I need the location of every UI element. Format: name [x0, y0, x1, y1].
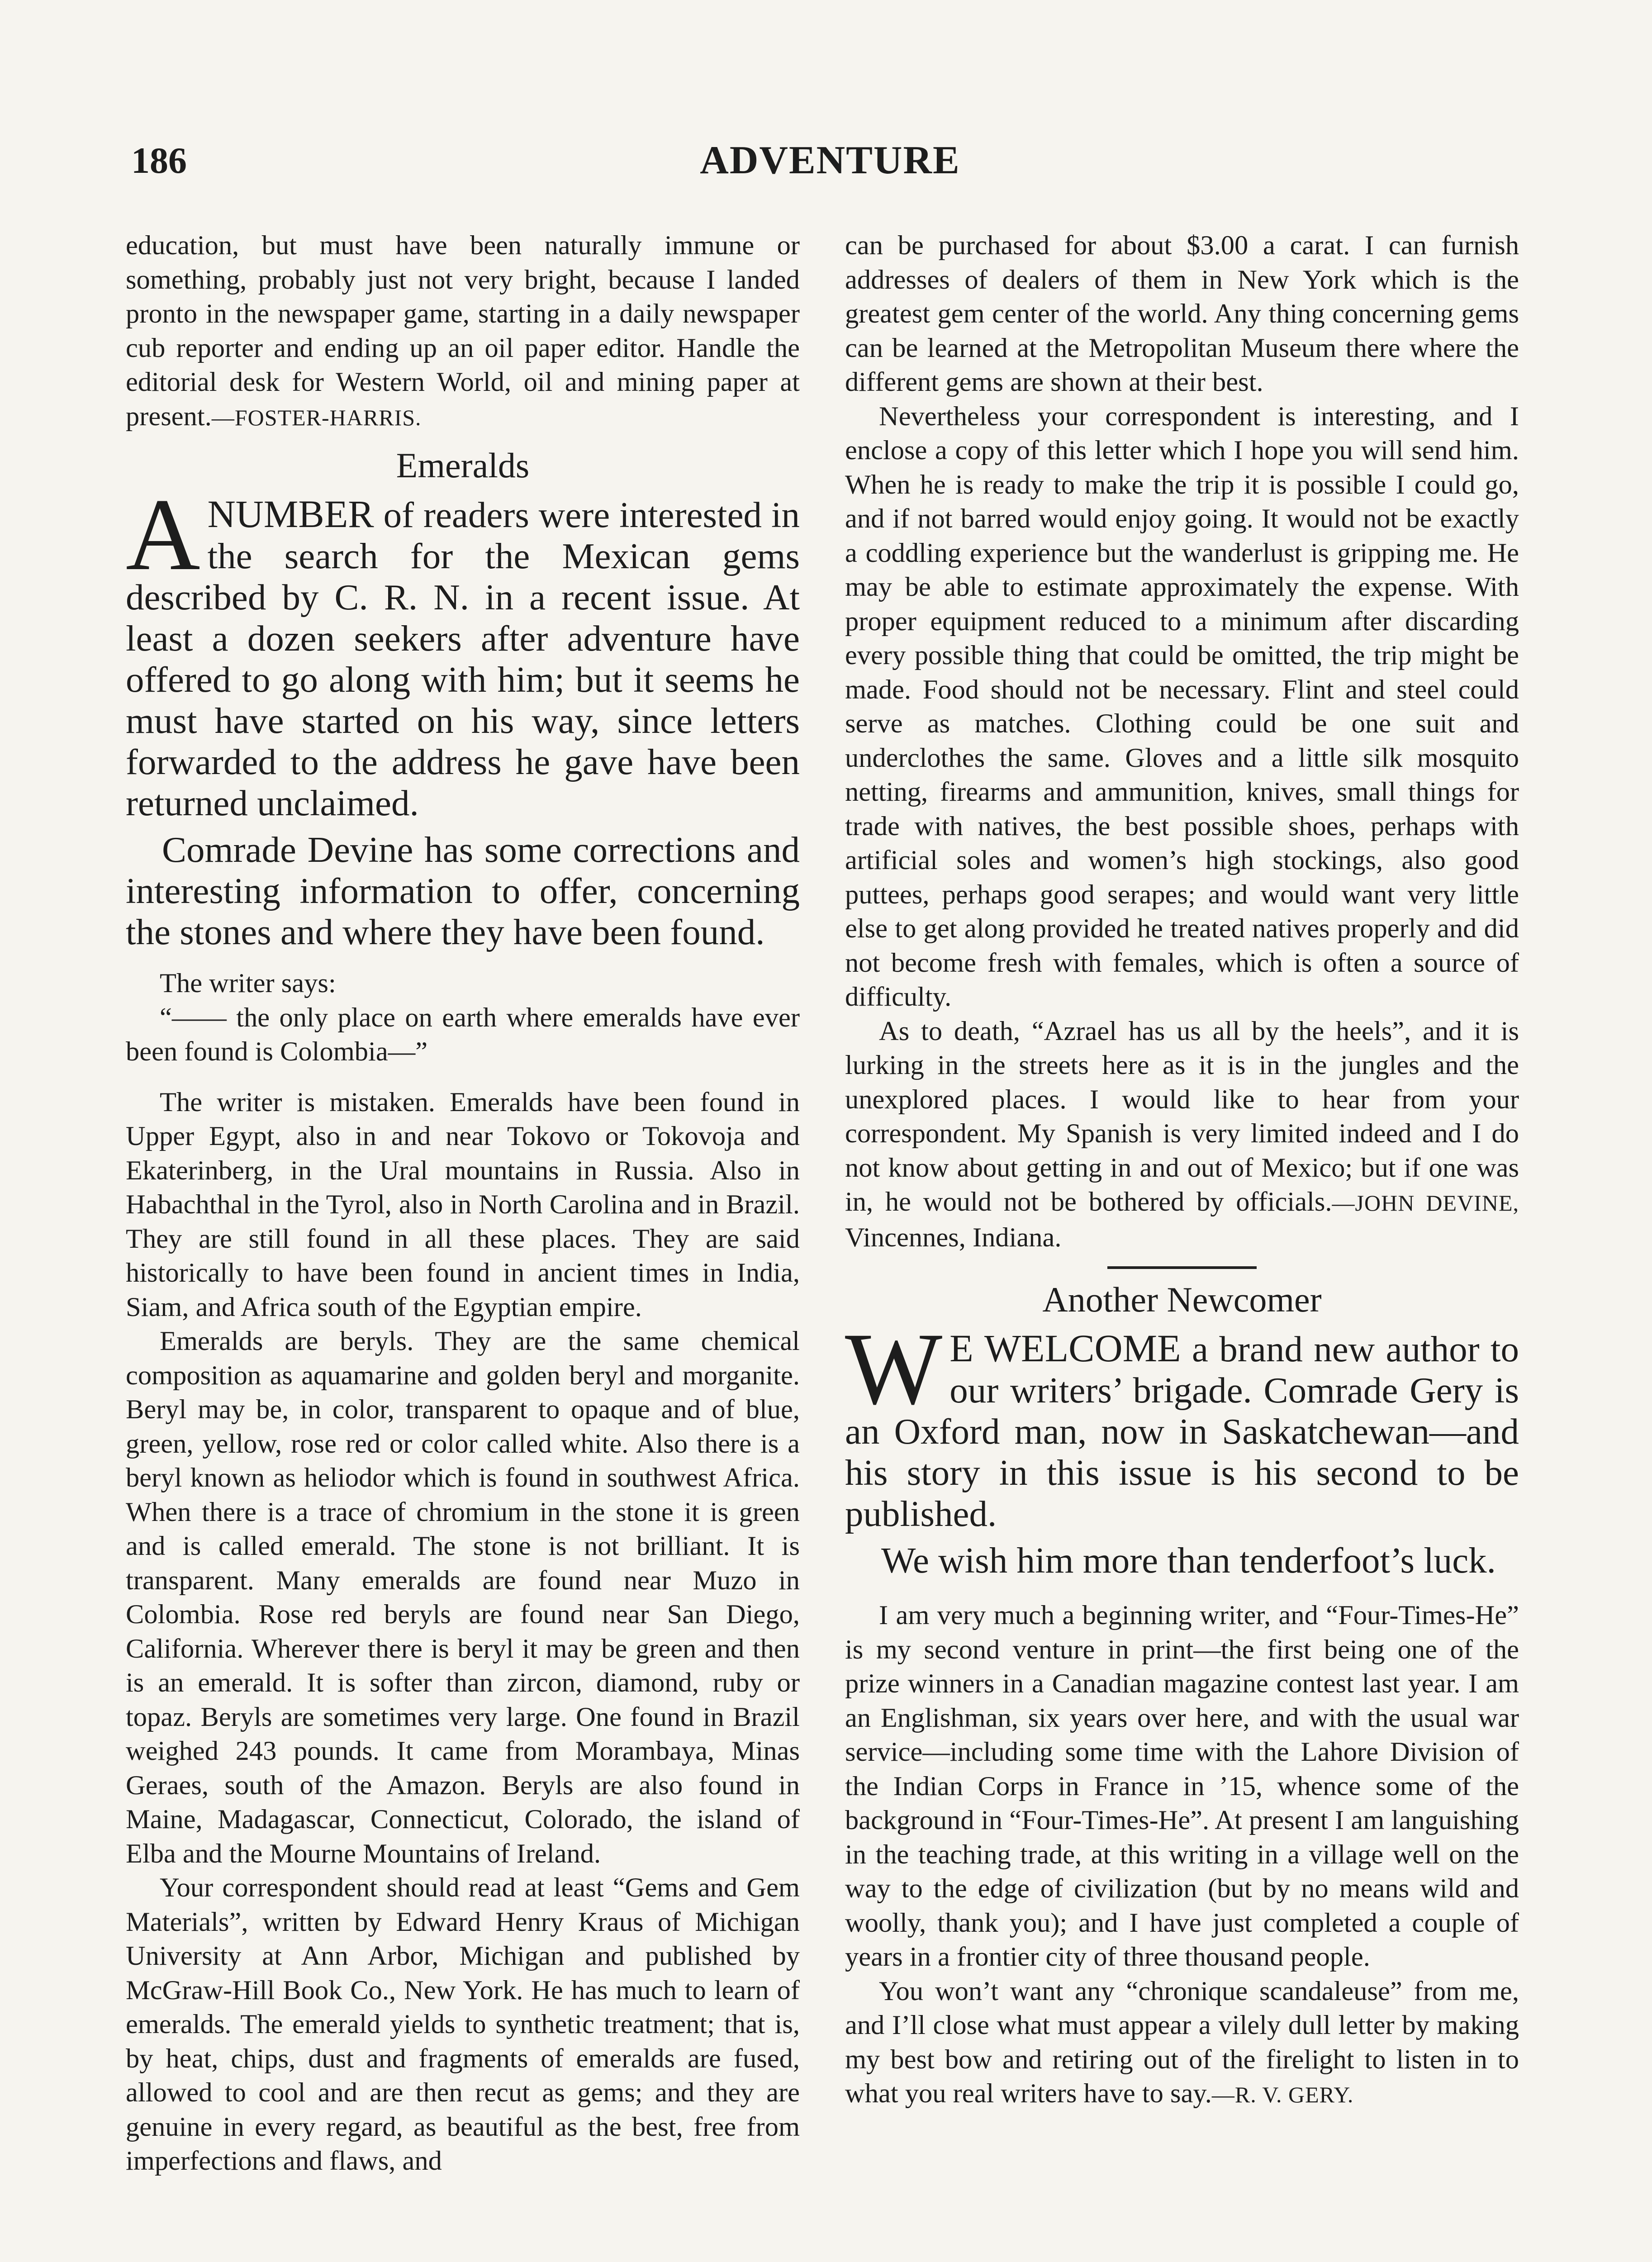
emeralds-heading: Emeralds — [396, 446, 530, 485]
emeralds-dropcap: A — [126, 478, 200, 592]
intro-text: education, but must have been naturally immune or something, probably just not very bright, because I landed pronto in the newspaper game, starting in a daily newspaper cub reporter and ending up an oil paper editor. Handle the editorial desk for Western World, oil and mining paper at present. — [126, 230, 800, 432]
intro-signature: —FOSTER-HARRIS. — [211, 404, 422, 430]
newcomer-second-paragraph: We wish him more than tenderfoot’s luck. — [881, 1540, 1496, 1581]
devine-paragraph: Nevertheless your correspondent is interesting, and I enclose a copy of this letter which I hope you will send him. When he is ready to make the trip it is possible I could go, and if not barred would enjoy going. It would not be exactly a coddling experience but the wanderlust is gripping me. He may be able to estimate approximately the expense. With proper equipment reduced to a minimum after discarding every possible thing that could be omitted, the trip might be made. Food should not be necessary. Flint and steel could serve as matches. Clothing could be one suit and underclothes the same. Gloves and a little silk mosquito netting, firearms and ammunition, knives, small things for trade with natives, the best possible shoes, perhaps with artificial soles and women’s high stockings, also good puttees, perhaps good serapes; and would want very little else to get along provided he treated natives properly and did not become fresh with females, which is often a source of difficulty. — [845, 401, 1519, 1012]
section-divider — [1107, 1266, 1257, 1269]
emeralds-lead-caps: NUMBER — [207, 492, 374, 536]
death-text: As to death, “Azrael has us all by the heels”, and it is lurking in the streets here as it is in the jungles and the unexplored places. I would like to hear from your correspondent. My Spanish is very limited indeed and I do not know about getting in and out of Mexico; but if one was in, he would not be bothered by officials. — [845, 1016, 1519, 1217]
devine-location: Vincennes, Indiana. — [845, 1222, 1062, 1253]
emeralds-lead-paragraph — [126, 478, 800, 824]
writer-says: The writer says: — [160, 968, 336, 998]
page-header — [131, 131, 1529, 199]
continuation-paragraph: can be purchased for about $3.00 a carat. I can furnish addresses of dealers of them in New York which is the greatest gem center of the world. Any thing concerning gems can be learned at the Metropolitan Museum there where the different gems are shown at their best. — [845, 230, 1519, 397]
emeralds-paragraph: The writer is mistaken. Emeralds have been found in Upper Egypt, also in and near Tokovo or Tokovoja and Ekaterinberg, in the Ural mountains in Russia. Also in Habachthal in the Tyrol, also in North Carolina and in Brazil. They are still found in all these places. They are said historically to have been found in ancient times in India, Siam, and Africa south of the Egyptian empire. — [126, 1087, 800, 1322]
right-column — [845, 228, 1519, 2112]
emeralds-lead-text: of readers were interested in the search for the Mexican gems described by C. R. N. in a recent issue. At least a dozen seekers after adventure have offered to go along with him; but it seems he must have started on his way, since letters forwarded to the address he gave have been returned unclaimed. — [126, 494, 800, 823]
gery-closing-text: You won’t want any “chronique scandaleuse” from me, and I’ll close what must appear a vilely dull letter by making my best bow and retiring out of the firelight to listen in to what you real writers have to say. — [845, 1976, 1519, 2109]
newcomer-lead-text: a brand new author to our writers’ brigade. Comrade Gery is an Oxford man, now in Saskatchewan—and his story in this issue is his second to be published. — [845, 1329, 1519, 1534]
gery-signature: —R. V. GERY. — [1211, 2082, 1354, 2107]
gery-closing-paragraph — [845, 1974, 1519, 2112]
intro-paragraph — [126, 228, 800, 435]
spacer — [845, 1581, 1519, 1598]
page-number: 186 — [131, 140, 187, 181]
emeralds-paragraph: Emeralds are beryls. They are the same chemical composition as aquamarine and golden beryl and morganite. Beryl may be, in color, transparent to opaque and of blue, green, yellow, rose red or color called white. Also there is a beryl known as heliodor which is found in southwest Africa. When there is a trace of chromium in the stone it is green and is called emerald. The stone is not brilliant. It is transparent. Many emeralds are found near Muzo in Colombia. Rose red beryls are found near San Diego, California. Wherever there is beryl it may be green and then is an emerald. It is softer than zircon, diamond, ruby or topaz. Beryls are sometimes very large. One found in Brazil weighed 243 pounds. It came from Morambaya, Minas Geraes, south of the Amazon. Beryls are also found in Maine, Madagascar, Connecticut, Colorado, the island of Elba and the Mourne Mountains of Ireland. — [126, 1326, 800, 1869]
death-paragraph — [845, 1014, 1519, 1255]
quoted-letter — [126, 966, 800, 1069]
newcomer-dropcap: W — [845, 1312, 943, 1426]
newcomer-lead-paragraph — [845, 1312, 1519, 1535]
left-column — [126, 228, 800, 2178]
emeralds-paragraph: Your correspondent should read at least “Gems and Gem Materials”, written by Edward Henry Kraus of Michigan University at Ann Arbor, Michigan and published by McGraw-Hill Book Co., New York. He has much to learn of emeralds. The emerald yields to synthetic treatment; that is, by heat, chips, dust and fragments of emeralds are fused, allowed to cool and are then recut as gems; and they are genuine in every regard, as beautiful as the best, free from imperfections and flaws, and — [126, 1872, 800, 2176]
gery-letter-paragraph: I am very much a beginning writer, and “Four-Times-He” is my second venture in print—the first being one of the prize winners in a Canadian magazine contest last year. I am an Englishman, six years over here, and with the usual war service—including some time with the Lahore Division of the Indian Corps in France in ’15, whence some of the background in “Four-Times-He”. At present I am languishing in the teaching trade, at this writing in a village well on the way to the edge of civilization (but by no means wild and woolly, thank you); and I have just completed a couple of years in a frontier city of three thousand people. — [845, 1600, 1519, 1972]
running-title: ADVENTURE — [700, 138, 960, 182]
quote-text: “—— the only place on earth where emeralds have ever been found is Colombia—” — [126, 1002, 800, 1067]
devine-signature: —JOHN DEVINE, — [1332, 1190, 1519, 1216]
emeralds-second-paragraph: Comrade Devine has some corrections and interesting information to offer, concerning the stones and where they have been found. — [126, 829, 800, 952]
newcomer-lead-caps: E WELCOME — [949, 1326, 1181, 1370]
newcomer-heading: Another Newcomer — [1042, 1280, 1322, 1319]
